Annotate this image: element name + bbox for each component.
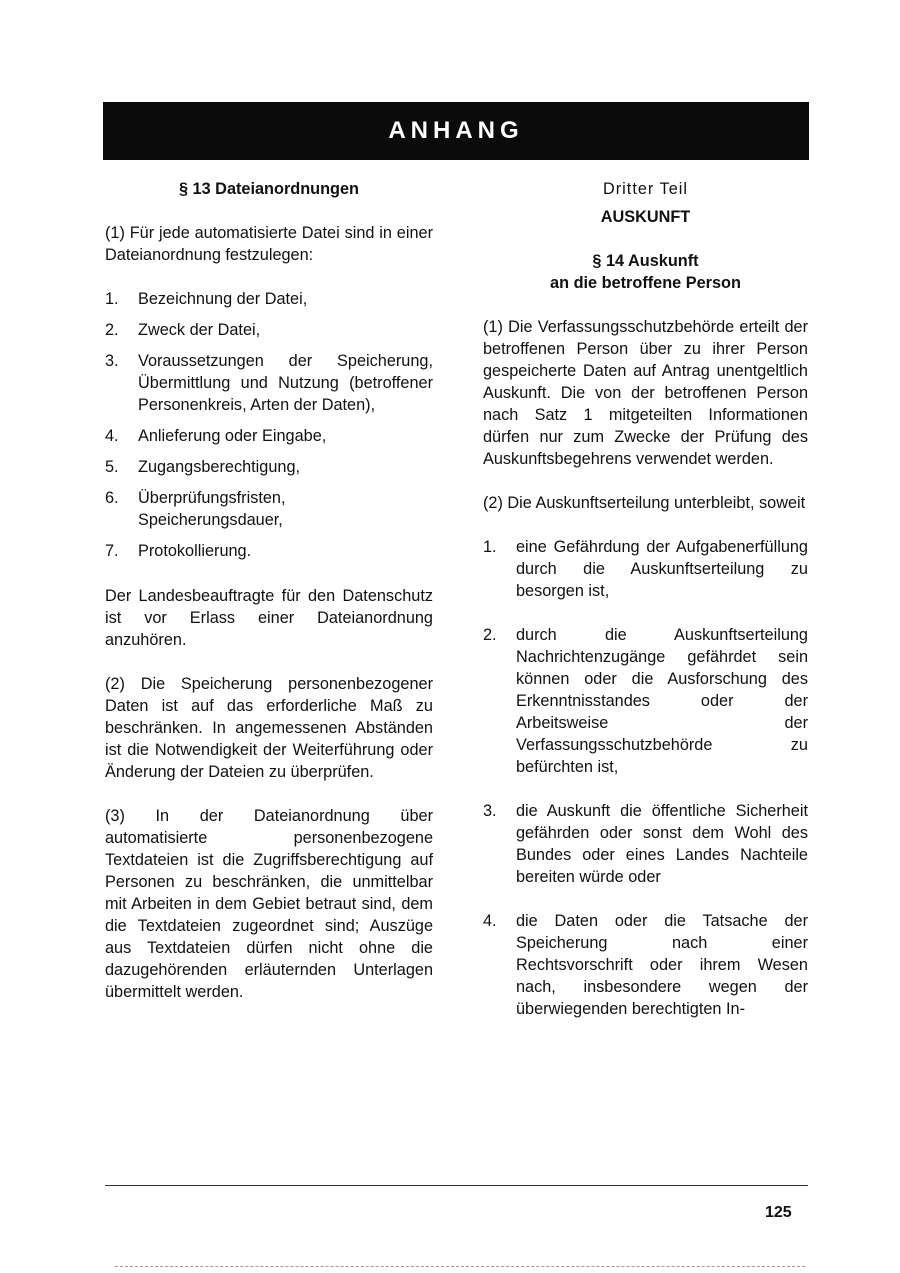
list-item: 4. die Daten oder die Tatsache der Speicherung nach einer Rechtsvorschrift oder ihrem Wesen nach, insbesondere wegen der überwiegenden berechtigten In-: [483, 912, 808, 1018]
list-item: 3. die Auskunft die öffentliche Sicherheit gefährden oder sonst dem Wohl des Bundes oder eines Landes Nachteile bereiten würde oder: [483, 802, 808, 886]
section-13-heading: § 13 Dateianordnungen: [178, 180, 360, 198]
section-13-paragraph-3: (3) In der Dateianordnung über automatisierte personenbezogene Textdateien ist die Zugriffsberechtigung auf Personen zu beschränken, die unmittelbar mit Arbeiten in dem Gebiet betraut sind, dem die Textdateien zugeordnet sind; Auszüge aus Textdateien dürfen nicht ohne die dazugehörenden erläuternden Unterlagen übermittelt werden.: [105, 807, 433, 1001]
section-14-paragraph-2: (2) Die Auskunftserteilung unterbleibt, soweit: [483, 494, 806, 512]
list-item: 3. Voraussetzungen der Speicherung, Übermittlung und Nutzung (betroffener Personenkreis, Arten der Daten),: [105, 352, 433, 414]
page-number: 125: [765, 1204, 792, 1221]
section-13-list: [105, 288, 433, 562]
footer-rule: [105, 1185, 808, 1186]
part-title: AUSKUNFT: [600, 208, 691, 226]
section-14-list: [483, 536, 808, 1020]
list-item: 2. Zweck der Datei,: [105, 321, 261, 339]
left-column: [105, 178, 433, 1003]
list-item: 7. Protokollierung.: [105, 542, 252, 560]
list-item: 1. eine Gefährdung der Aufgabenerfüllung durch die Auskunftserteilung zu besorgen ist,: [483, 538, 808, 600]
list-item: 5. Zugangsberechtigung,: [105, 458, 301, 476]
section-14-paragraph-1: (1) Die Verfassungsschutzbehörde erteilt der betroffenen Person über zu ihrer Person gespeicherte Daten auf Antrag unentgeltlich Auskunft. Die von der betroffenen Person nach Satz 1 mitgeteilten Informationen dürfen nur zum Zwecke der Prüfung des Auskunftsbegehrens verwendet werden.: [483, 318, 808, 468]
section-13-intro: (1) Für jede automatisierte Datei sind in einer Dateianordnung festzulegen:: [105, 224, 433, 264]
scan-edge-line: [115, 1266, 805, 1268]
landesbeauftragte-paragraph: Der Landesbeauftragte für den Datenschutz ist vor Erlass einer Dateianordnung anzuhören.: [105, 587, 433, 649]
right-column: [483, 178, 808, 1042]
part-label: Dritter Teil: [603, 180, 688, 198]
list-item: 6. Überprüfungsfristen, Speicherungsdauer,: [105, 489, 286, 529]
section-14-heading: § 14 Auskunft an die betroffene Person: [550, 252, 741, 292]
list-item: 4. Anlieferung oder Eingabe,: [105, 427, 327, 445]
list-item: 1. Bezeichnung der Datei,: [105, 290, 308, 308]
appendix-banner: ANHANG: [103, 102, 809, 160]
list-item: 2. durch die Auskunftserteilung Nachrichtenzugänge gefährdet sein können oder die Ausforschung des Erkenntnisstandes oder der Arbeitsweise der Verfassungsschutzbehörde zu befürchten ist,: [483, 626, 808, 776]
section-13-paragraph-2: (2) Die Speicherung personenbezogener Daten ist auf das erforderliche Maß zu beschränken. In angemessenen Abständen ist die Notwendigkeit der Weiterführung oder Änderung der Dateien zu überprüfen.: [105, 675, 433, 781]
